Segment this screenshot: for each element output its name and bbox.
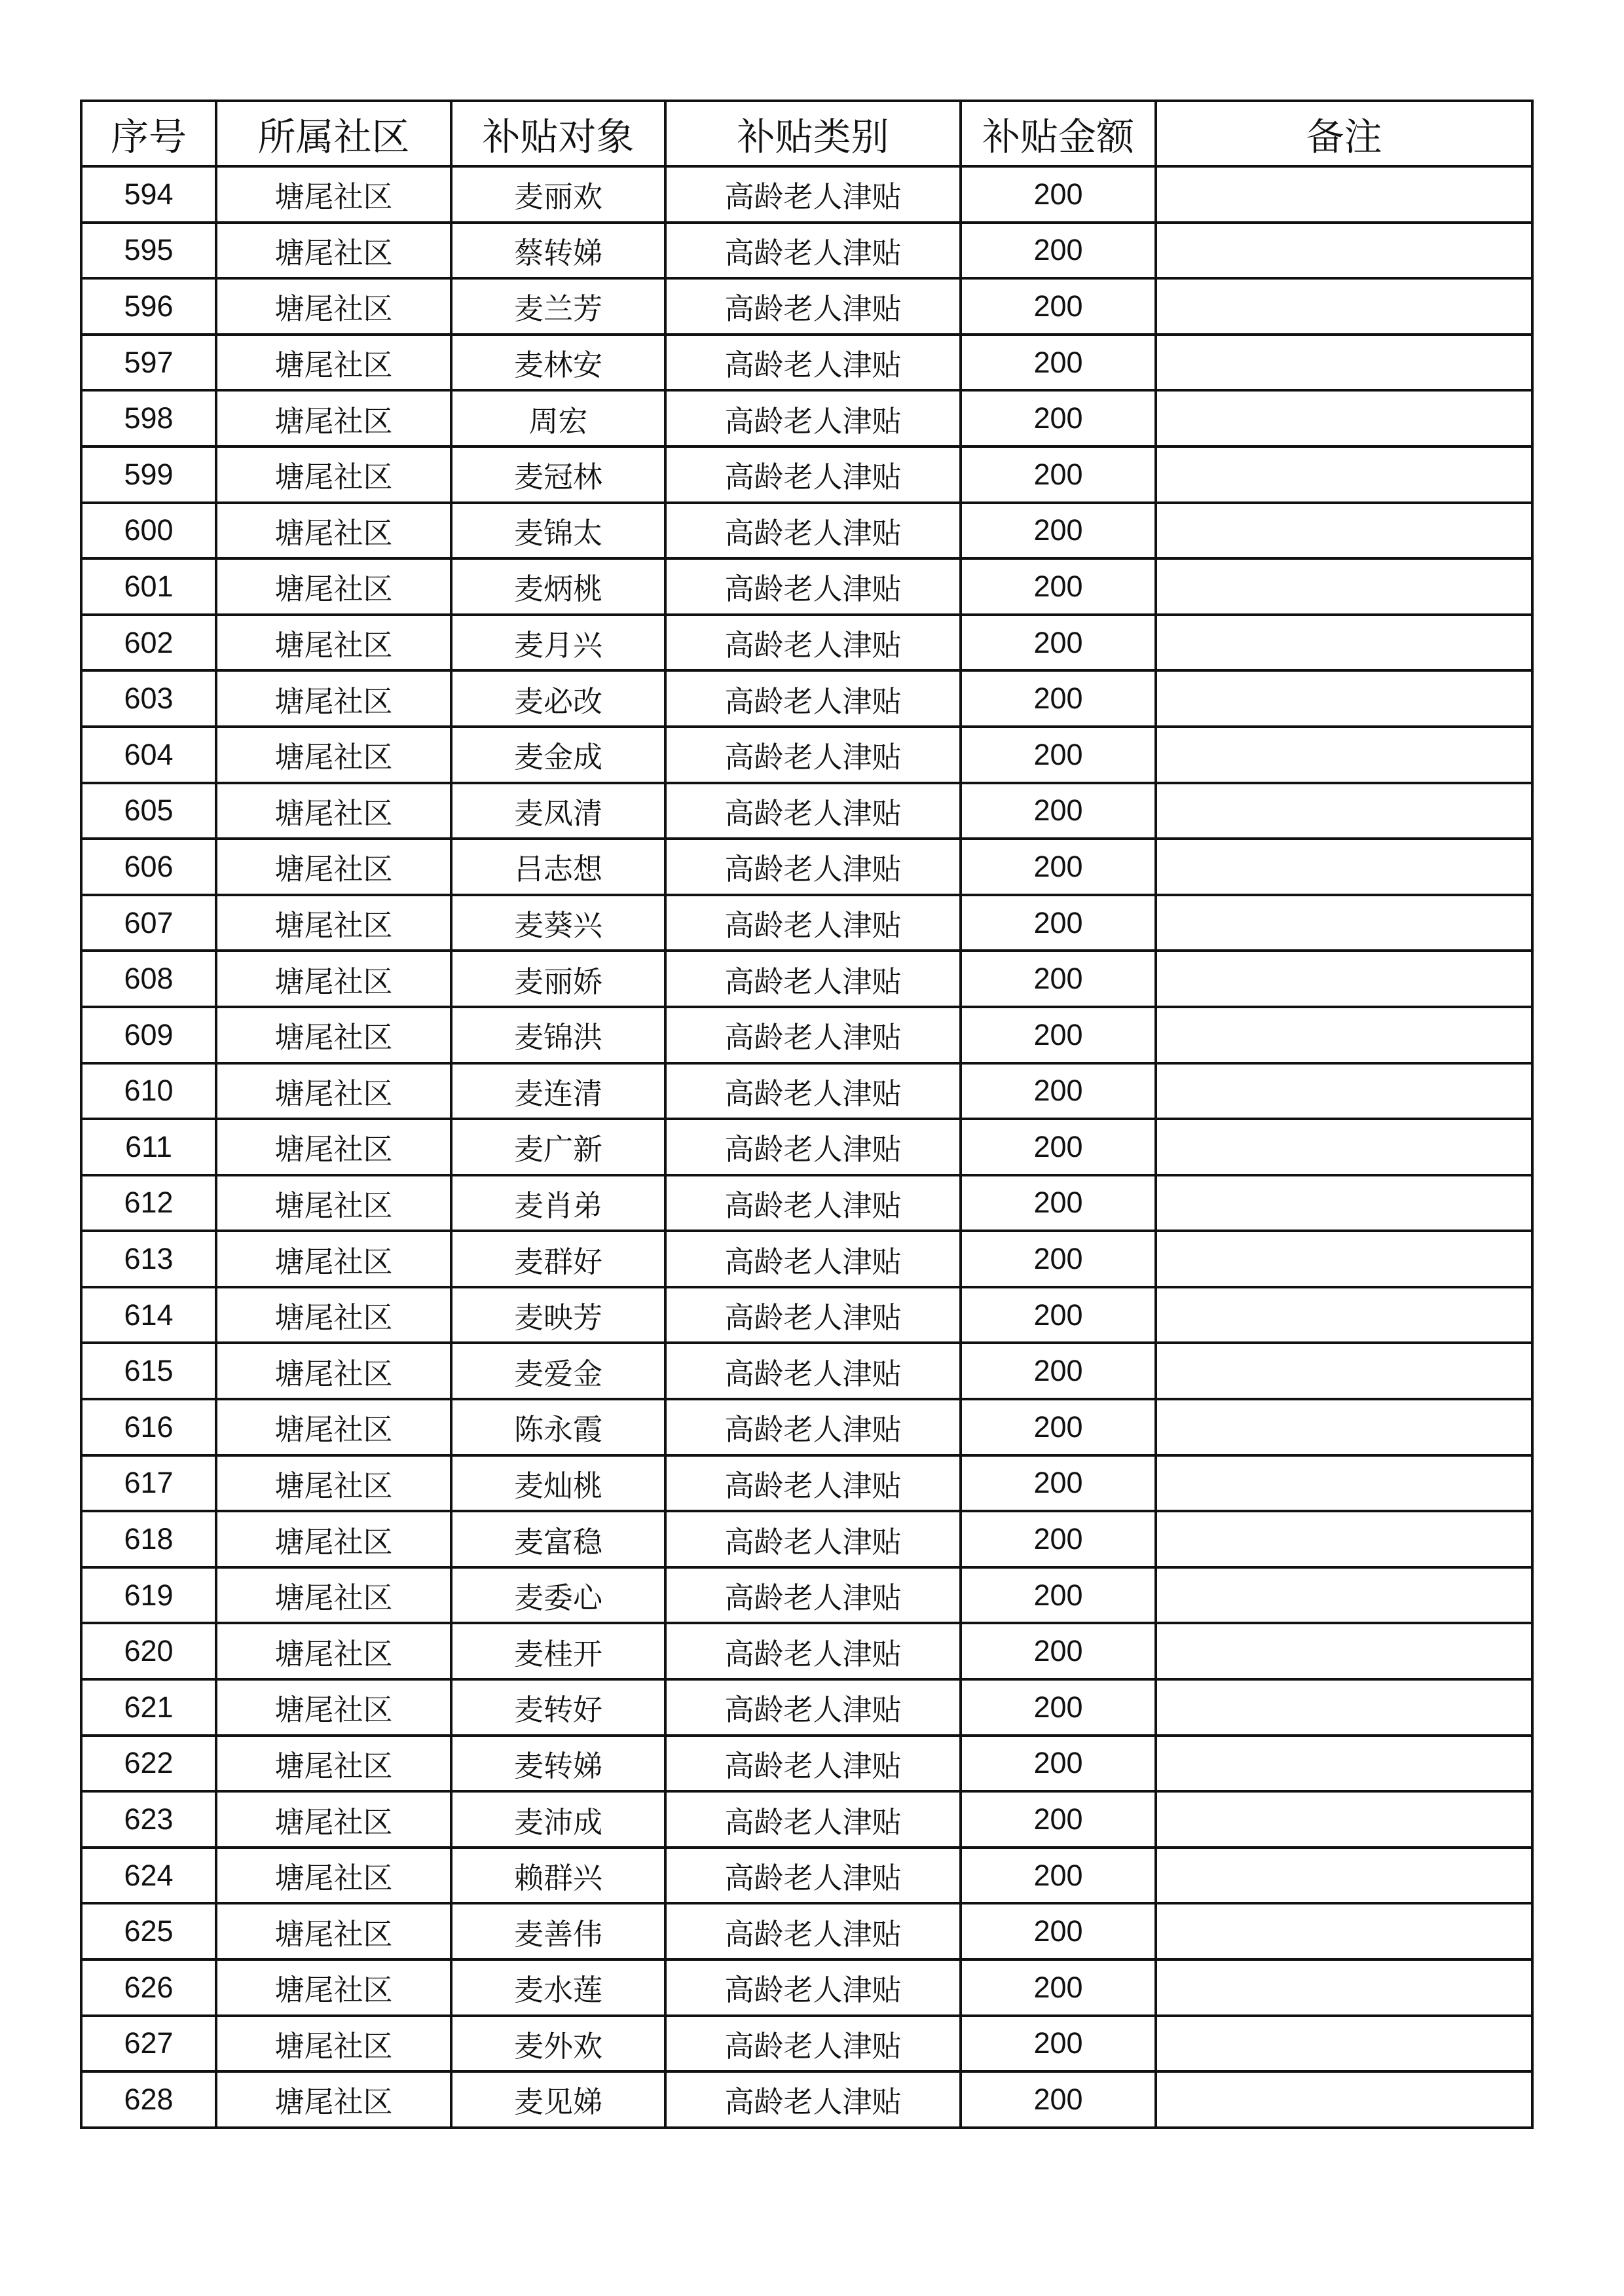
amount-cell: 200 xyxy=(961,390,1156,446)
community-cell: 塘尾社区 xyxy=(216,727,451,783)
serial-cell: 616 xyxy=(81,1399,216,1455)
serial-cell: 618 xyxy=(81,1511,216,1567)
serial-cell: 598 xyxy=(81,390,216,446)
amount-cell: 200 xyxy=(961,1959,1156,2016)
amount-cell: 200 xyxy=(961,1623,1156,1679)
category-cell: 高龄老人津贴 xyxy=(665,1679,961,1736)
serial-cell: 614 xyxy=(81,1287,216,1343)
table-row xyxy=(81,1791,1532,1848)
amount-cell: 200 xyxy=(961,839,1156,895)
remarks-cell xyxy=(1156,783,1532,839)
category-cell: 高龄老人津贴 xyxy=(665,2071,961,2128)
table-row xyxy=(81,223,1532,279)
recipient-cell: 麦委心 xyxy=(451,1567,665,1624)
remarks-cell xyxy=(1156,1287,1532,1343)
recipient-cell: 麦沛成 xyxy=(451,1791,665,1848)
community-cell: 塘尾社区 xyxy=(216,1567,451,1624)
table-row xyxy=(81,1119,1532,1175)
serial-cell: 608 xyxy=(81,951,216,1007)
table-row xyxy=(81,1903,1532,1959)
community-cell: 塘尾社区 xyxy=(216,1848,451,1904)
community-cell: 塘尾社区 xyxy=(216,1063,451,1120)
remarks-cell xyxy=(1156,1903,1532,1959)
serial-cell: 628 xyxy=(81,2071,216,2128)
amount-cell: 200 xyxy=(961,278,1156,335)
recipient-cell: 麦群好 xyxy=(451,1231,665,1287)
amount-cell: 200 xyxy=(961,1679,1156,1736)
community-cell: 塘尾社区 xyxy=(216,670,451,727)
serial-cell: 617 xyxy=(81,1455,216,1512)
category-cell: 高龄老人津贴 xyxy=(665,1959,961,2016)
serial-cell: 595 xyxy=(81,223,216,279)
amount-cell: 200 xyxy=(961,2071,1156,2128)
table-row xyxy=(81,558,1532,615)
community-cell: 塘尾社区 xyxy=(216,390,451,446)
recipient-cell: 麦凤清 xyxy=(451,783,665,839)
community-cell: 塘尾社区 xyxy=(216,278,451,335)
table-row xyxy=(81,1679,1532,1736)
remarks-cell xyxy=(1156,1679,1532,1736)
table-row xyxy=(81,1959,1532,2016)
serial-cell: 609 xyxy=(81,1007,216,1063)
category-cell: 高龄老人津贴 xyxy=(665,1399,961,1455)
serial-cell: 621 xyxy=(81,1679,216,1736)
recipient-cell: 麦见娣 xyxy=(451,2071,665,2128)
remarks-cell xyxy=(1156,895,1532,951)
header-recipient: 补贴对象 xyxy=(451,101,665,166)
recipient-cell: 麦炳桃 xyxy=(451,558,665,615)
recipient-cell: 麦必改 xyxy=(451,670,665,727)
serial-cell: 624 xyxy=(81,1848,216,1904)
amount-cell: 200 xyxy=(961,1903,1156,1959)
category-cell: 高龄老人津贴 xyxy=(665,951,961,1007)
serial-cell: 599 xyxy=(81,446,216,503)
table-row xyxy=(81,335,1532,391)
table-row xyxy=(81,1736,1532,1792)
remarks-cell xyxy=(1156,335,1532,391)
serial-cell: 611 xyxy=(81,1119,216,1175)
category-cell: 高龄老人津贴 xyxy=(665,1567,961,1624)
category-cell: 高龄老人津贴 xyxy=(665,1343,961,1399)
serial-cell: 607 xyxy=(81,895,216,951)
community-cell: 塘尾社区 xyxy=(216,1007,451,1063)
table-row xyxy=(81,1343,1532,1399)
community-cell: 塘尾社区 xyxy=(216,1903,451,1959)
recipient-cell: 赖群兴 xyxy=(451,1848,665,1904)
category-cell: 高龄老人津贴 xyxy=(665,1903,961,1959)
amount-cell: 200 xyxy=(961,1175,1156,1231)
amount-cell: 200 xyxy=(961,1287,1156,1343)
amount-cell: 200 xyxy=(961,951,1156,1007)
category-cell: 高龄老人津贴 xyxy=(665,446,961,503)
remarks-cell xyxy=(1156,1455,1532,1512)
header-community: 所属社区 xyxy=(216,101,451,166)
amount-cell: 200 xyxy=(961,1007,1156,1063)
serial-cell: 612 xyxy=(81,1175,216,1231)
amount-cell: 200 xyxy=(961,558,1156,615)
recipient-cell: 蔡转娣 xyxy=(451,223,665,279)
amount-cell: 200 xyxy=(961,1455,1156,1512)
table-row xyxy=(81,1007,1532,1063)
remarks-cell xyxy=(1156,1399,1532,1455)
amount-cell: 200 xyxy=(961,223,1156,279)
category-cell: 高龄老人津贴 xyxy=(665,839,961,895)
recipient-cell: 麦爱金 xyxy=(451,1343,665,1399)
table-row xyxy=(81,503,1532,559)
community-cell: 塘尾社区 xyxy=(216,1175,451,1231)
category-cell: 高龄老人津贴 xyxy=(665,1287,961,1343)
header-row xyxy=(81,101,1532,166)
category-cell: 高龄老人津贴 xyxy=(665,2016,961,2072)
table-row xyxy=(81,278,1532,335)
community-cell: 塘尾社区 xyxy=(216,1791,451,1848)
recipient-cell: 吕志想 xyxy=(451,839,665,895)
recipient-cell: 麦灿桃 xyxy=(451,1455,665,1512)
amount-cell: 200 xyxy=(961,2016,1156,2072)
serial-cell: 619 xyxy=(81,1567,216,1624)
recipient-cell: 麦丽欢 xyxy=(451,166,665,223)
serial-cell: 622 xyxy=(81,1736,216,1792)
category-cell: 高龄老人津贴 xyxy=(665,558,961,615)
remarks-cell xyxy=(1156,1623,1532,1679)
recipient-cell: 麦月兴 xyxy=(451,615,665,671)
amount-cell: 200 xyxy=(961,1736,1156,1792)
category-cell: 高龄老人津贴 xyxy=(665,166,961,223)
remarks-cell xyxy=(1156,1959,1532,2016)
community-cell: 塘尾社区 xyxy=(216,558,451,615)
community-cell: 塘尾社区 xyxy=(216,1343,451,1399)
remarks-cell xyxy=(1156,558,1532,615)
recipient-cell: 麦丽娇 xyxy=(451,951,665,1007)
serial-cell: 620 xyxy=(81,1623,216,1679)
remarks-cell xyxy=(1156,1063,1532,1120)
table-row xyxy=(81,1175,1532,1231)
remarks-cell xyxy=(1156,223,1532,279)
remarks-cell xyxy=(1156,615,1532,671)
remarks-cell xyxy=(1156,278,1532,335)
community-cell: 塘尾社区 xyxy=(216,166,451,223)
amount-cell: 200 xyxy=(961,1399,1156,1455)
remarks-cell xyxy=(1156,166,1532,223)
community-cell: 塘尾社区 xyxy=(216,895,451,951)
table-row xyxy=(81,1287,1532,1343)
table-row xyxy=(81,839,1532,895)
remarks-cell xyxy=(1156,1736,1532,1792)
serial-cell: 623 xyxy=(81,1791,216,1848)
category-cell: 高龄老人津贴 xyxy=(665,390,961,446)
header-serial: 序号 xyxy=(81,101,216,166)
serial-cell: 605 xyxy=(81,783,216,839)
amount-cell: 200 xyxy=(961,1791,1156,1848)
category-cell: 高龄老人津贴 xyxy=(665,1175,961,1231)
table-row xyxy=(81,166,1532,223)
category-cell: 高龄老人津贴 xyxy=(665,1119,961,1175)
remarks-cell xyxy=(1156,1119,1532,1175)
category-cell: 高龄老人津贴 xyxy=(665,1007,961,1063)
recipient-cell: 麦善伟 xyxy=(451,1903,665,1959)
community-cell: 塘尾社区 xyxy=(216,1736,451,1792)
table-row xyxy=(81,1623,1532,1679)
serial-cell: 627 xyxy=(81,2016,216,2072)
subsidy-table xyxy=(80,100,1534,2129)
community-cell: 塘尾社区 xyxy=(216,1959,451,2016)
amount-cell: 200 xyxy=(961,166,1156,223)
category-cell: 高龄老人津贴 xyxy=(665,503,961,559)
recipient-cell: 麦桂开 xyxy=(451,1623,665,1679)
community-cell: 塘尾社区 xyxy=(216,223,451,279)
category-cell: 高龄老人津贴 xyxy=(665,223,961,279)
table-row xyxy=(81,1399,1532,1455)
amount-cell: 200 xyxy=(961,1119,1156,1175)
table-row xyxy=(81,727,1532,783)
community-cell: 塘尾社区 xyxy=(216,1287,451,1343)
community-cell: 塘尾社区 xyxy=(216,503,451,559)
remarks-cell xyxy=(1156,1791,1532,1848)
serial-cell: 596 xyxy=(81,278,216,335)
amount-cell: 200 xyxy=(961,1511,1156,1567)
community-cell: 塘尾社区 xyxy=(216,1399,451,1455)
serial-cell: 625 xyxy=(81,1903,216,1959)
amount-cell: 200 xyxy=(961,503,1156,559)
community-cell: 塘尾社区 xyxy=(216,335,451,391)
community-cell: 塘尾社区 xyxy=(216,1623,451,1679)
serial-cell: 602 xyxy=(81,615,216,671)
community-cell: 塘尾社区 xyxy=(216,1231,451,1287)
community-cell: 塘尾社区 xyxy=(216,1679,451,1736)
category-cell: 高龄老人津贴 xyxy=(665,1848,961,1904)
remarks-cell xyxy=(1156,1511,1532,1567)
community-cell: 塘尾社区 xyxy=(216,951,451,1007)
recipient-cell: 麦肖弟 xyxy=(451,1175,665,1231)
community-cell: 塘尾社区 xyxy=(216,1119,451,1175)
amount-cell: 200 xyxy=(961,783,1156,839)
recipient-cell: 麦转好 xyxy=(451,1679,665,1736)
recipient-cell: 麦锦洪 xyxy=(451,1007,665,1063)
amount-cell: 200 xyxy=(961,670,1156,727)
recipient-cell: 麦富稳 xyxy=(451,1511,665,1567)
recipient-cell: 麦转娣 xyxy=(451,1736,665,1792)
category-cell: 高龄老人津贴 xyxy=(665,1455,961,1512)
amount-cell: 200 xyxy=(961,1231,1156,1287)
table-header xyxy=(81,101,1532,166)
community-cell: 塘尾社区 xyxy=(216,1455,451,1512)
remarks-cell xyxy=(1156,1848,1532,1904)
category-cell: 高龄老人津贴 xyxy=(665,278,961,335)
table-row xyxy=(81,1511,1532,1567)
table-row xyxy=(81,390,1532,446)
community-cell: 塘尾社区 xyxy=(216,615,451,671)
recipient-cell: 麦广新 xyxy=(451,1119,665,1175)
remarks-cell xyxy=(1156,2071,1532,2128)
amount-cell: 200 xyxy=(961,1848,1156,1904)
remarks-cell xyxy=(1156,390,1532,446)
table-row xyxy=(81,1567,1532,1624)
amount-cell: 200 xyxy=(961,895,1156,951)
category-cell: 高龄老人津贴 xyxy=(665,1623,961,1679)
table-row xyxy=(81,1063,1532,1120)
community-cell: 塘尾社区 xyxy=(216,783,451,839)
community-cell: 塘尾社区 xyxy=(216,446,451,503)
remarks-cell xyxy=(1156,839,1532,895)
amount-cell: 200 xyxy=(961,1343,1156,1399)
category-cell: 高龄老人津贴 xyxy=(665,615,961,671)
table-row xyxy=(81,615,1532,671)
recipient-cell: 麦锦太 xyxy=(451,503,665,559)
category-cell: 高龄老人津贴 xyxy=(665,1511,961,1567)
remarks-cell xyxy=(1156,951,1532,1007)
category-cell: 高龄老人津贴 xyxy=(665,1231,961,1287)
amount-cell: 200 xyxy=(961,446,1156,503)
recipient-cell: 麦连清 xyxy=(451,1063,665,1120)
amount-cell: 200 xyxy=(961,335,1156,391)
remarks-cell xyxy=(1156,503,1532,559)
recipient-cell: 陈永霞 xyxy=(451,1399,665,1455)
serial-cell: 594 xyxy=(81,166,216,223)
amount-cell: 200 xyxy=(961,1567,1156,1624)
table-row xyxy=(81,1231,1532,1287)
remarks-cell xyxy=(1156,1231,1532,1287)
table-row xyxy=(81,951,1532,1007)
serial-cell: 615 xyxy=(81,1343,216,1399)
community-cell: 塘尾社区 xyxy=(216,839,451,895)
table-row xyxy=(81,670,1532,727)
category-cell: 高龄老人津贴 xyxy=(665,1063,961,1120)
remarks-cell xyxy=(1156,446,1532,503)
recipient-cell: 麦水莲 xyxy=(451,1959,665,2016)
category-cell: 高龄老人津贴 xyxy=(665,335,961,391)
category-cell: 高龄老人津贴 xyxy=(665,1736,961,1792)
serial-cell: 626 xyxy=(81,1959,216,2016)
recipient-cell: 麦冠林 xyxy=(451,446,665,503)
recipient-cell: 麦外欢 xyxy=(451,2016,665,2072)
category-cell: 高龄老人津贴 xyxy=(665,1791,961,1848)
table-row xyxy=(81,1848,1532,1904)
recipient-cell: 周宏 xyxy=(451,390,665,446)
serial-cell: 601 xyxy=(81,558,216,615)
table-row xyxy=(81,1455,1532,1512)
remarks-cell xyxy=(1156,1175,1532,1231)
subsidy-table-container xyxy=(80,100,1531,2129)
category-cell: 高龄老人津贴 xyxy=(665,895,961,951)
community-cell: 塘尾社区 xyxy=(216,2071,451,2128)
remarks-cell xyxy=(1156,1567,1532,1624)
header-category: 补贴类别 xyxy=(665,101,961,166)
remarks-cell xyxy=(1156,1007,1532,1063)
category-cell: 高龄老人津贴 xyxy=(665,727,961,783)
community-cell: 塘尾社区 xyxy=(216,2016,451,2072)
header-remarks: 备注 xyxy=(1156,101,1532,166)
header-amount: 补贴金额 xyxy=(961,101,1156,166)
remarks-cell xyxy=(1156,670,1532,727)
table-body xyxy=(81,166,1532,2128)
recipient-cell: 麦兰芳 xyxy=(451,278,665,335)
serial-cell: 610 xyxy=(81,1063,216,1120)
category-cell: 高龄老人津贴 xyxy=(665,670,961,727)
remarks-cell xyxy=(1156,2016,1532,2072)
serial-cell: 613 xyxy=(81,1231,216,1287)
community-cell: 塘尾社区 xyxy=(216,1511,451,1567)
serial-cell: 603 xyxy=(81,670,216,727)
category-cell: 高龄老人津贴 xyxy=(665,783,961,839)
table-row xyxy=(81,446,1532,503)
table-row xyxy=(81,2016,1532,2072)
table-row xyxy=(81,783,1532,839)
serial-cell: 600 xyxy=(81,503,216,559)
amount-cell: 200 xyxy=(961,727,1156,783)
amount-cell: 200 xyxy=(961,1063,1156,1120)
table-row xyxy=(81,2071,1532,2128)
serial-cell: 604 xyxy=(81,727,216,783)
remarks-cell xyxy=(1156,1343,1532,1399)
remarks-cell xyxy=(1156,727,1532,783)
serial-cell: 597 xyxy=(81,335,216,391)
amount-cell: 200 xyxy=(961,615,1156,671)
recipient-cell: 麦葵兴 xyxy=(451,895,665,951)
recipient-cell: 麦金成 xyxy=(451,727,665,783)
recipient-cell: 麦林安 xyxy=(451,335,665,391)
table-row xyxy=(81,895,1532,951)
serial-cell: 606 xyxy=(81,839,216,895)
recipient-cell: 麦映芳 xyxy=(451,1287,665,1343)
